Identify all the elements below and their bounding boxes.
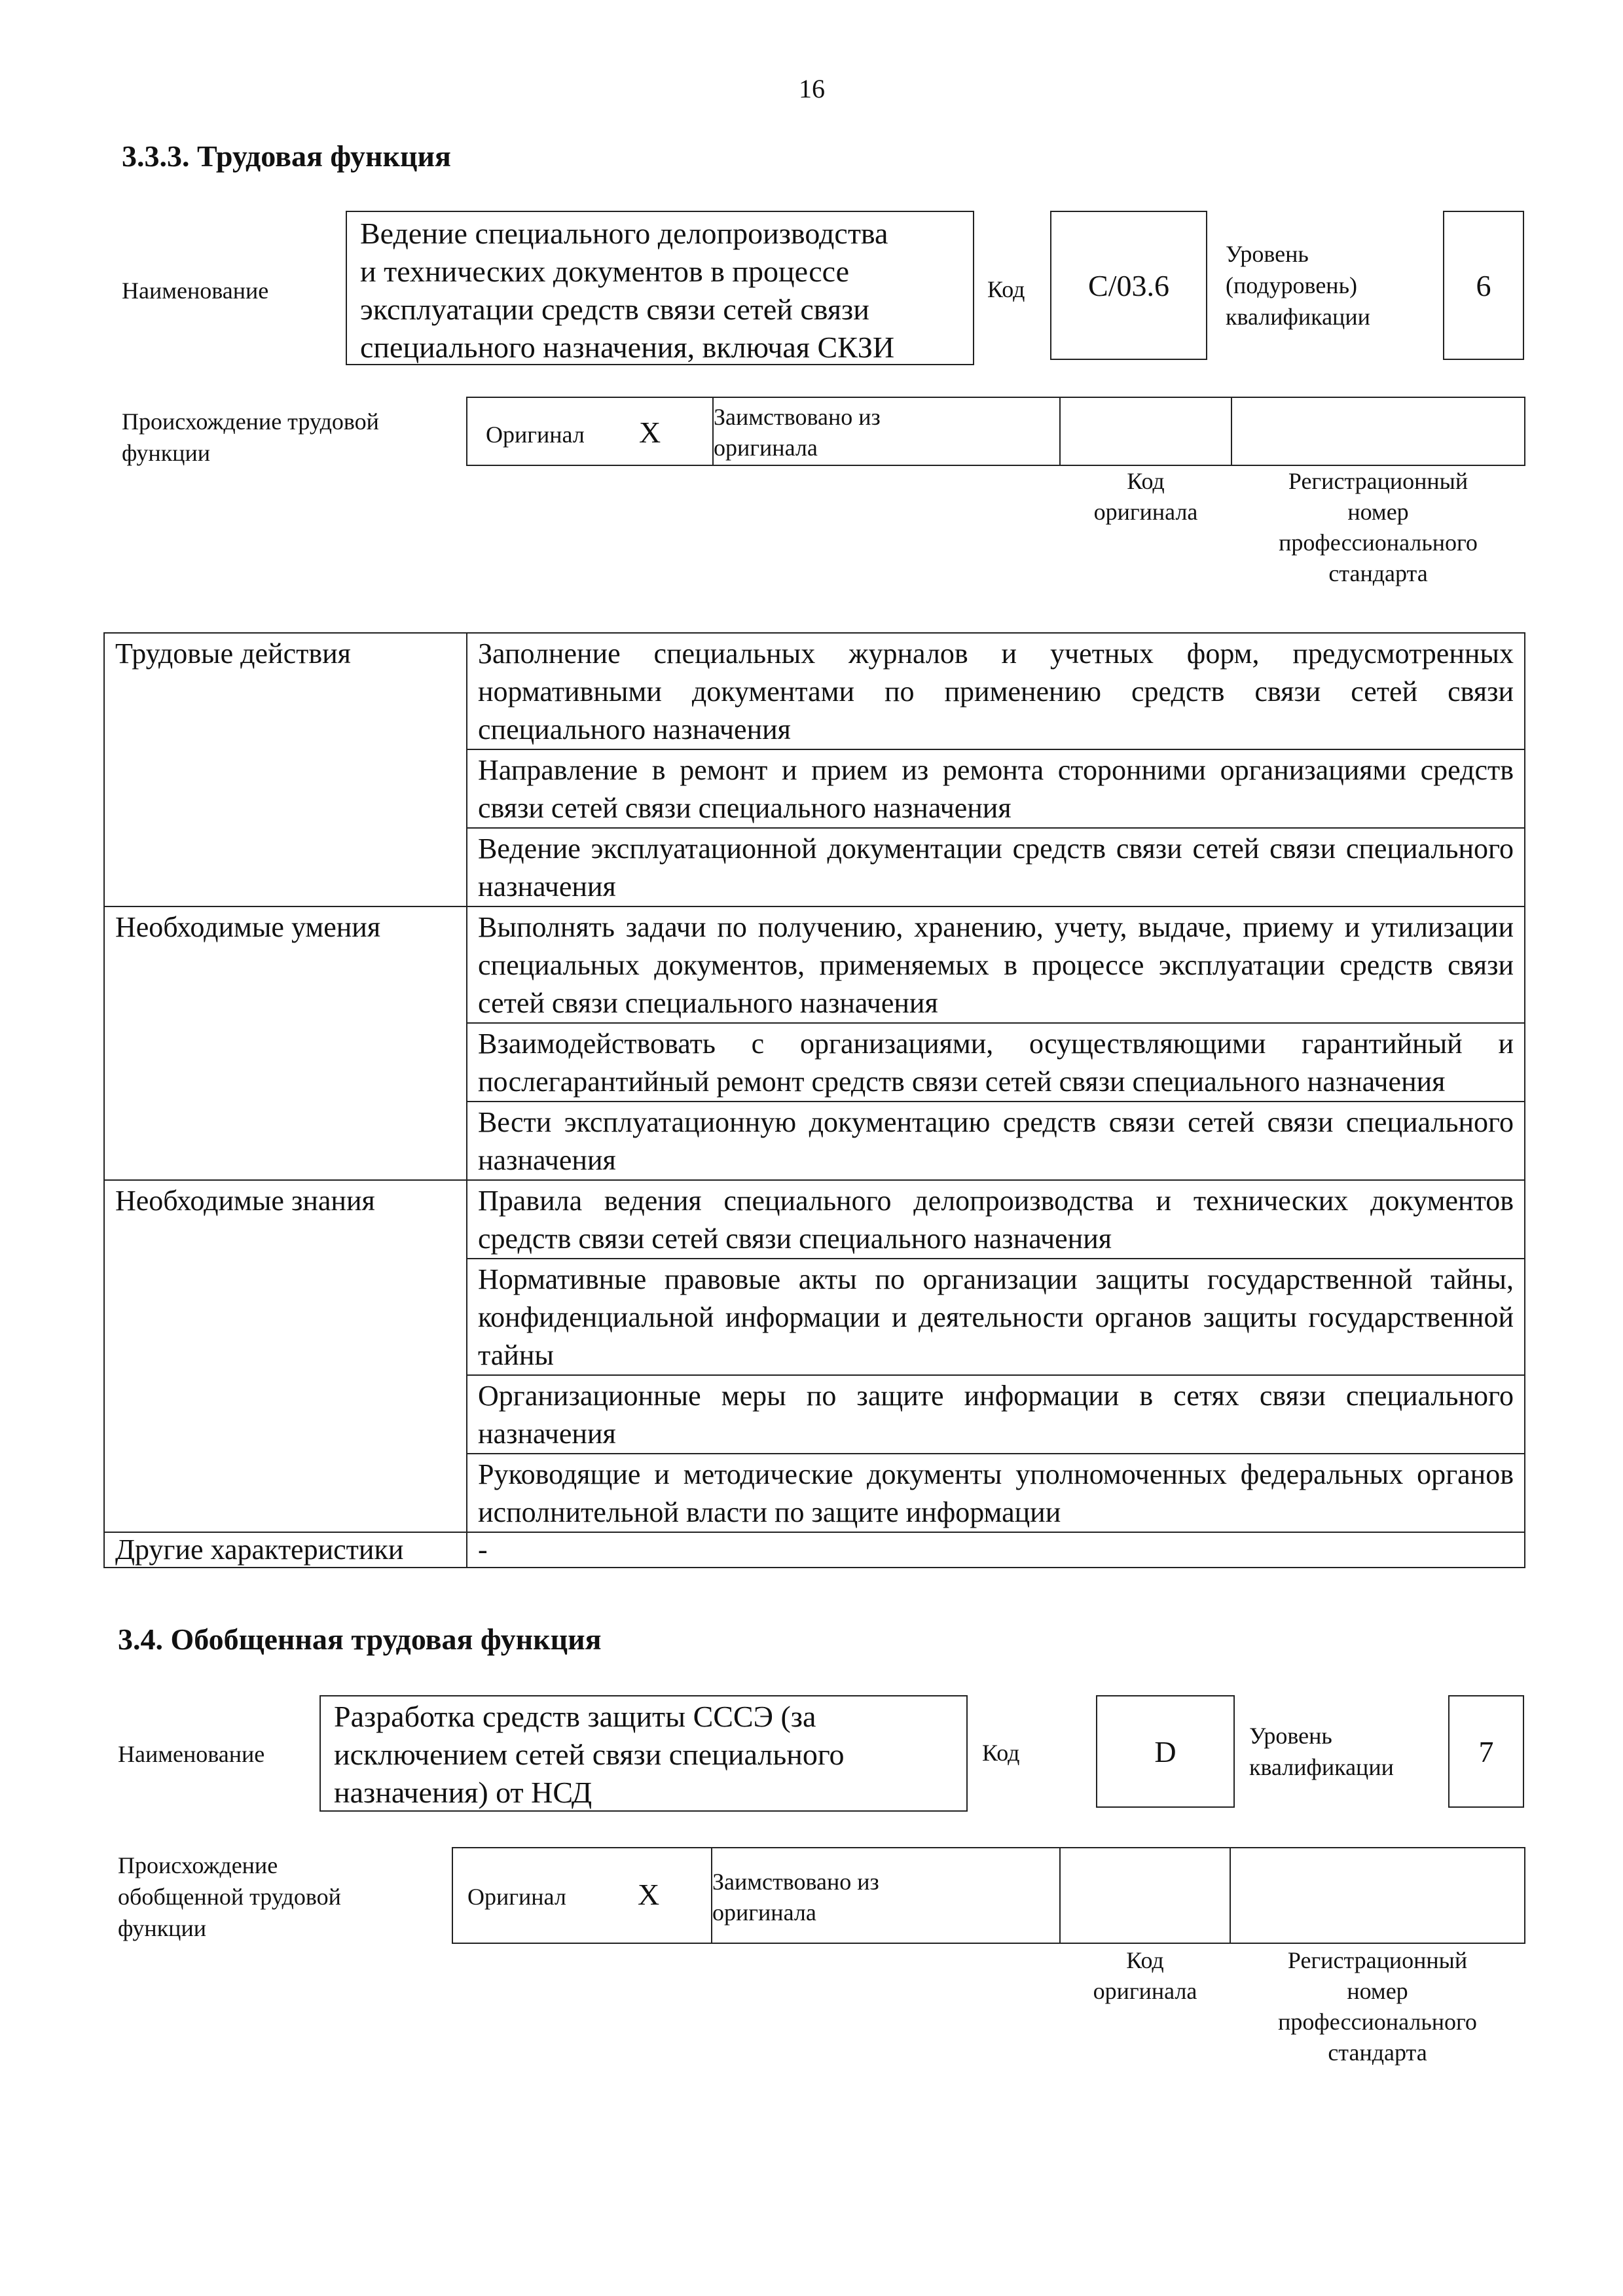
name-line: эксплуатации средств связи сетей связи xyxy=(360,293,869,326)
caption-line: Регистрационный xyxy=(1288,468,1468,494)
table-cell: Направление в ремонт и прием из ремонта сторонними организациями средств связи сетей связи специального назначения xyxy=(467,749,1525,828)
code-original-caption xyxy=(1059,1945,1231,2007)
code-value: D xyxy=(1154,1734,1176,1768)
code-value: C/03.6 xyxy=(1088,268,1169,302)
borrowed-label-line: Заимствовано из xyxy=(712,1869,879,1895)
original-mark: X xyxy=(638,1878,660,1911)
category-cell: Трудовые действия xyxy=(104,633,467,906)
caption-line: Код xyxy=(1127,468,1165,494)
level-box xyxy=(1448,1695,1524,1808)
caption-line: стандарта xyxy=(1328,560,1428,586)
table-row xyxy=(104,906,1525,1023)
original-label: Оригинал xyxy=(467,1884,566,1910)
level-value: 7 xyxy=(1478,1734,1494,1768)
level-label xyxy=(1249,1720,1394,1783)
caption-line: оригинала xyxy=(1093,1978,1197,2004)
borrowed-label-line: Заимствовано из xyxy=(714,404,881,430)
origin-label-line: Происхождение трудовой xyxy=(122,408,379,435)
level-label-line: (подуровень) xyxy=(1226,272,1357,298)
code-label: Код xyxy=(987,276,1025,302)
borrowed-cell xyxy=(712,397,1061,466)
table-cell: Организационные меры по защите информации в сетях связи специального назначения xyxy=(467,1375,1525,1454)
caption-line: стандарта xyxy=(1328,2039,1427,2066)
level-label-line: Уровень xyxy=(1226,241,1309,267)
code-box xyxy=(1096,1695,1235,1808)
name-label: Наименование xyxy=(122,278,269,304)
table-cell: Руководящие и методические документы уполномоченных федеральных органов исполнительной власти по защите информации xyxy=(467,1454,1525,1532)
original-cell xyxy=(452,1847,712,1944)
code-original-caption xyxy=(1059,466,1232,528)
labor-function-table xyxy=(103,632,1525,1568)
table-row xyxy=(104,633,1525,749)
name-line: и технических документов в процессе xyxy=(360,255,850,288)
code-label: Код xyxy=(982,1740,1020,1766)
function-name-box xyxy=(319,1695,968,1812)
caption-line: оригинала xyxy=(1093,499,1198,525)
table-cell: Ведение эксплуатационной документации средств связи сетей связи специального назначения xyxy=(467,828,1525,906)
section-heading-333: 3.3.3. Трудовая функция xyxy=(122,139,451,173)
name-line: специального назначения, включая СКЗИ xyxy=(360,331,895,364)
origin-label-line: функции xyxy=(118,1915,206,1941)
category-cell: Другие характеристики xyxy=(104,1532,467,1568)
reg-number-cell xyxy=(1231,397,1525,466)
borrowed-label-line: оригинала xyxy=(712,1899,816,1926)
caption-line: Код xyxy=(1126,1947,1164,1973)
category-cell: Необходимые знания xyxy=(104,1180,467,1532)
name-line: Разработка средств защиты СССЭ (за xyxy=(334,1700,816,1733)
table-cell: Заполнение специальных журналов и учетных форм, предусмотренных нормативными документами по применению средств связи сетей связи специального назначения xyxy=(467,633,1525,749)
table-cell: - xyxy=(467,1532,1525,1568)
original-cell xyxy=(466,397,714,466)
level-label-line: Уровень xyxy=(1249,1723,1332,1749)
table-row xyxy=(104,1180,1525,1259)
level-box xyxy=(1443,211,1524,360)
origin-label-line: Происхождение xyxy=(118,1852,278,1878)
code-box xyxy=(1050,211,1207,360)
original-mark: X xyxy=(639,416,661,449)
function-name-box xyxy=(346,211,974,365)
reg-number-caption xyxy=(1230,1945,1525,2068)
category-cell: Необходимые умения xyxy=(104,906,467,1180)
caption-line: профессионального xyxy=(1279,529,1478,556)
caption-line: номер xyxy=(1347,499,1409,525)
name-line: Ведение специального делопроизводства xyxy=(360,217,888,250)
origin-label-line: функции xyxy=(122,440,210,466)
name-line: назначения) от НСД xyxy=(334,1776,593,1809)
name-label: Наименование xyxy=(118,1741,265,1767)
borrowed-label-line: оригинала xyxy=(714,435,818,461)
borrowed-label xyxy=(712,1867,879,1928)
table-cell: Нормативные правовые акты по организации защиты государственной тайны, конфиденциальной информации и деятельности органов защиты государственной тайны xyxy=(467,1259,1525,1375)
code-original-cell xyxy=(1059,1847,1231,1944)
level-label xyxy=(1226,238,1370,332)
caption-line: Регистрационный xyxy=(1287,1947,1468,1973)
table-cell: Правила ведения специального делопроизводства и технических документов средств связи сетей связи специального назначения xyxy=(467,1180,1525,1259)
caption-line: профессионального xyxy=(1278,2009,1477,2035)
section-heading-34: 3.4. Обобщенная трудовая функция xyxy=(118,1623,602,1656)
name-line: исключением сетей связи специального xyxy=(334,1738,845,1771)
level-label-line: квалификации xyxy=(1226,304,1370,330)
origin-label-line: обобщенной трудовой xyxy=(118,1884,341,1910)
caption-line: номер xyxy=(1347,1978,1408,2004)
original-label: Оригинал xyxy=(486,422,585,448)
page-number: 16 xyxy=(799,74,825,103)
origin-label xyxy=(118,1850,341,1944)
table-cell: Выполнять задачи по получению, хранению, учету, выдаче, приему и утилизации специальных документов, применяемых в процессе эксплуатации средств связи сетей связи специального назначения xyxy=(467,906,1525,1023)
table-cell: Вести эксплуатационную документацию средств связи сетей связи специального назначения xyxy=(467,1102,1525,1180)
table-cell: Взаимодействовать с организациями, осуществляющими гарантийный и послегарантийный ремонт средств связи сетей связи специального назначения xyxy=(467,1023,1525,1102)
reg-number-cell xyxy=(1230,1847,1525,1944)
level-value: 6 xyxy=(1476,268,1491,302)
table-row xyxy=(104,1532,1525,1568)
borrowed-cell xyxy=(711,1847,1061,1944)
level-label-line: квалификации xyxy=(1249,1754,1394,1780)
borrowed-label xyxy=(714,402,881,463)
reg-number-caption xyxy=(1231,466,1525,589)
code-original-cell xyxy=(1059,397,1232,466)
origin-label xyxy=(122,406,379,469)
